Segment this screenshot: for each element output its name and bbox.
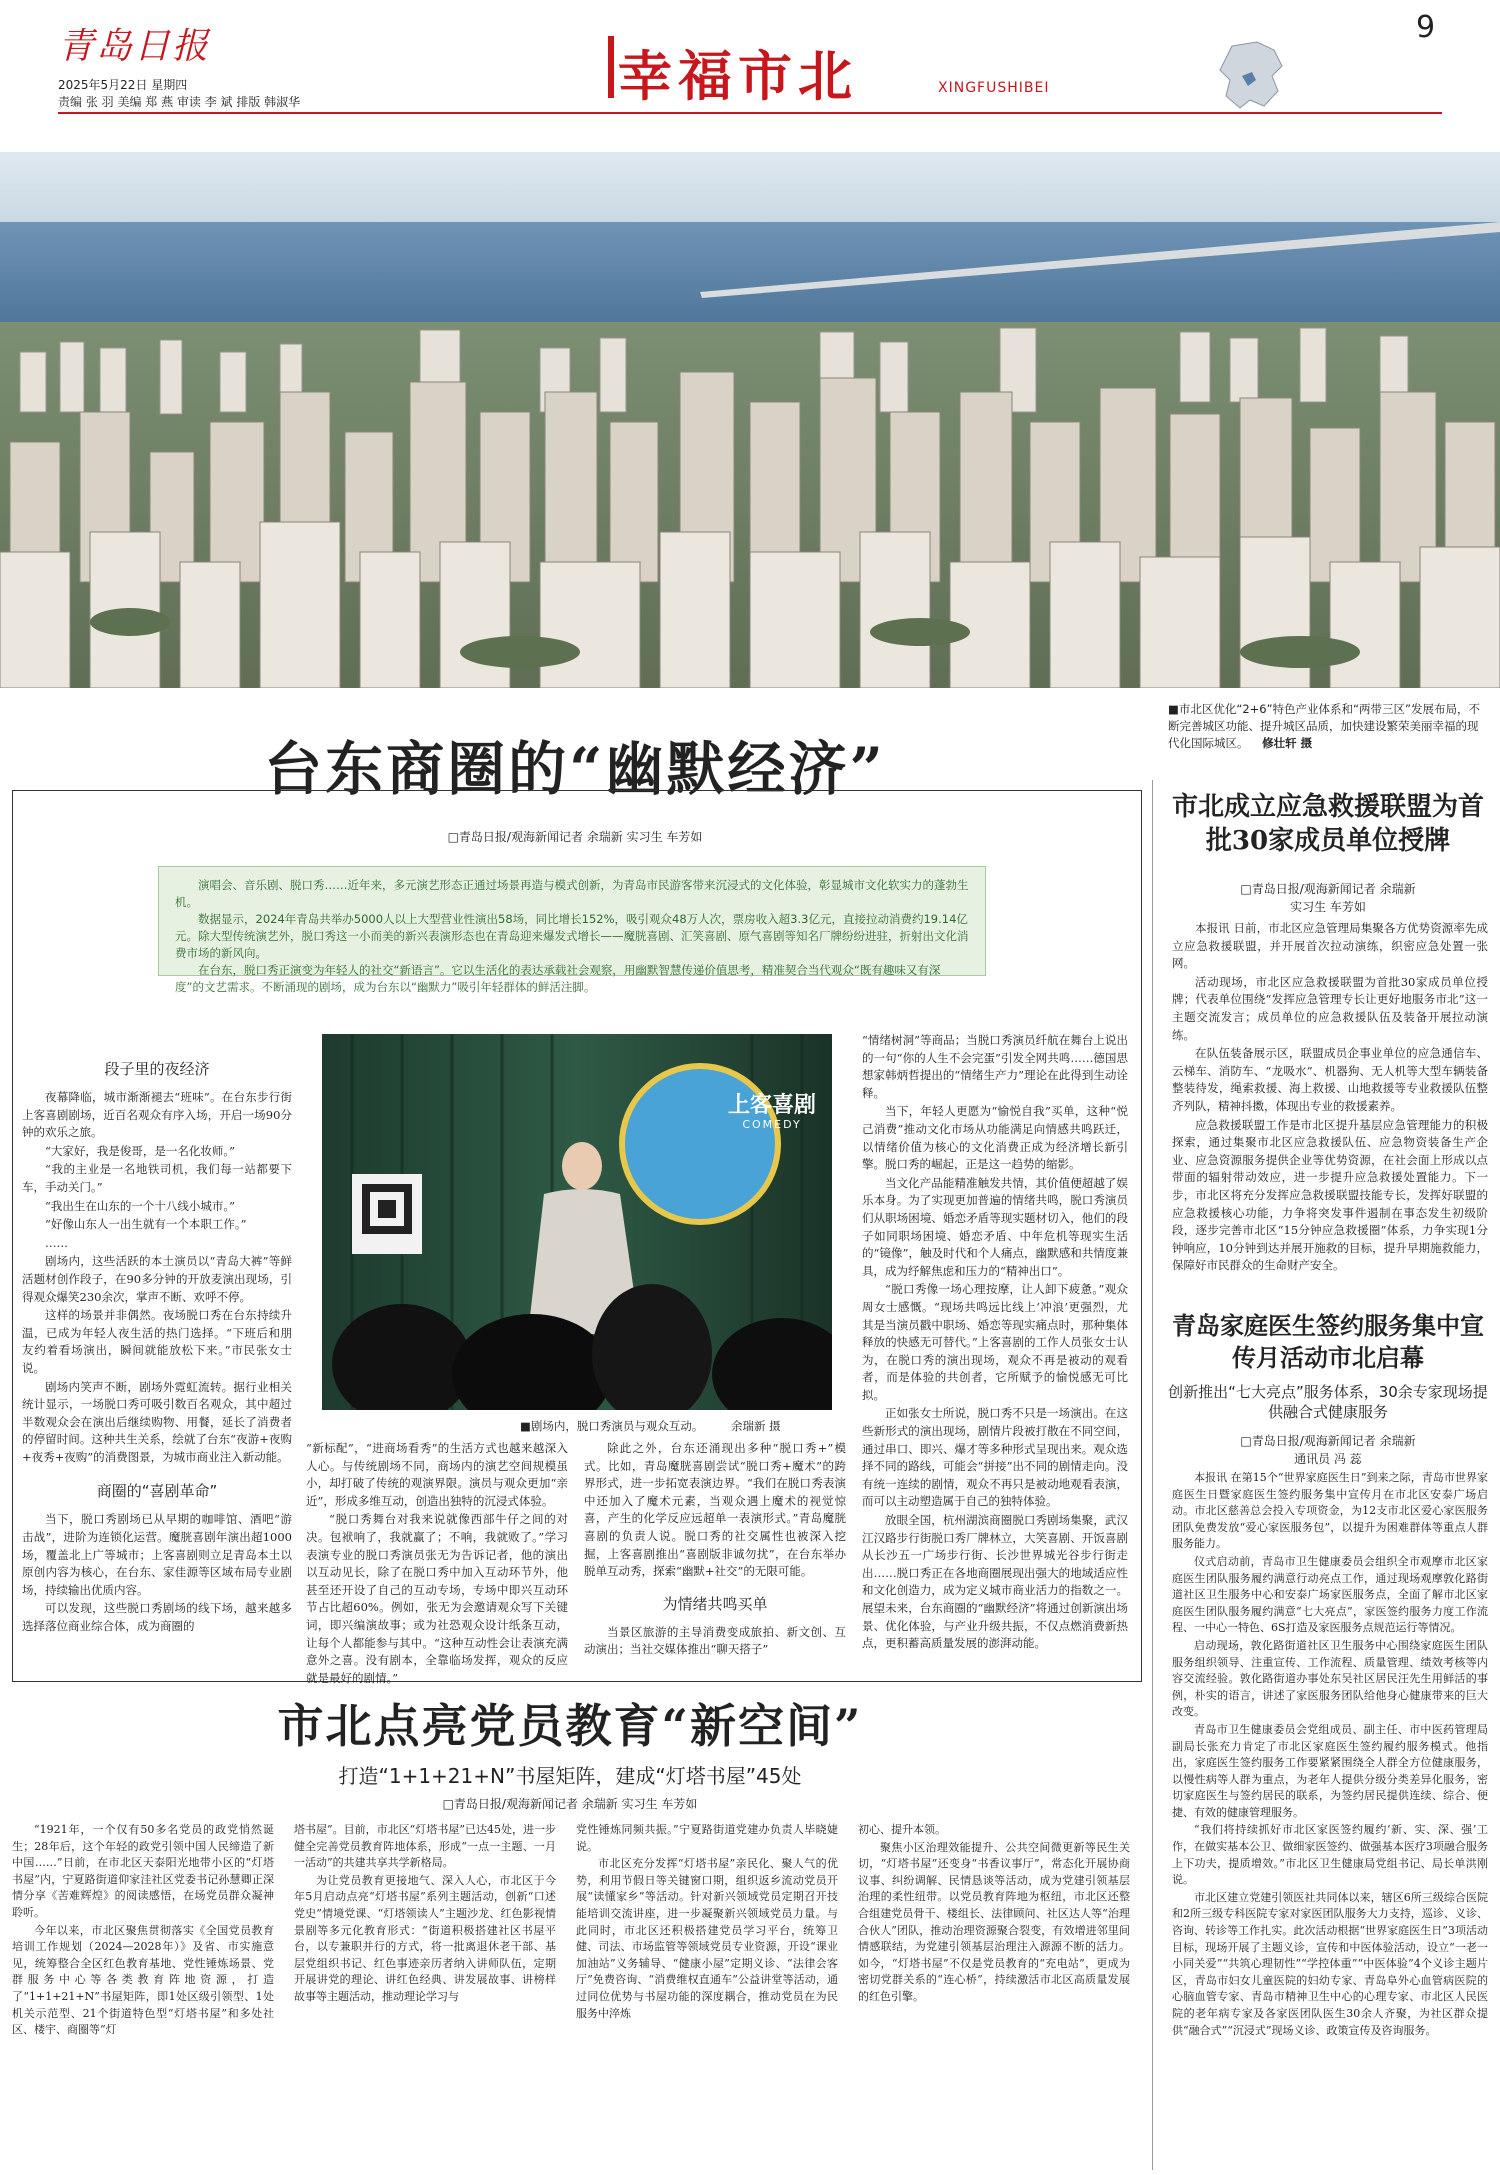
paragraph: 剧场内笑声不断，剧场外霓虹流转。据行业相关统计显示，一场脱口秀可吸引数百名观众，其中超过半数观众会在演出后继续购物、用餐，延长了消费者的停留时间。这种共生关系，绘就了台东“夜游+夜购+夜秀+夜购”的消费图景，为城市商业注入新动能。	[22, 1379, 292, 1464]
article2-column-3	[576, 1822, 838, 2023]
lead-paragraph: 演唱会、音乐剧、脱口秀……近年来，多元演艺形态正通过场景再造与模式创新，为青岛市民游客带来沉浸式的文化体验，彰显城市文化软实力的蓬勃生机。	[175, 878, 969, 909]
paragraph: “我出生在山东的一个十八线小城市。”	[45, 1198, 236, 1213]
paragraph: “情绪树洞”等商品；当脱口秀演员纤航在舞台上说出的一句“你的人生不会完蛋”引发全网共鸣……德国思想家韩炳哲提出的“情绪生产力”理论在此得到生动诠释。	[862, 1033, 1128, 1100]
comedy-sign-subtext: COMEDY	[742, 1118, 802, 1131]
byline-line: 通讯员 冯 蕊	[1294, 1452, 1362, 1466]
paragraph: “大家好，我是俊哥，是一名化妆师。”	[45, 1143, 236, 1158]
paragraph: 除此之外，台东还涌现出多种“脱口秀+”模式。比如，青岛魔胱喜剧尝试“脱口秀+魔术”的跨界形式，进一步拓宽表演边界。“我们在脱口秀表演中还加入了魔术元素，当观众遇上魔术的视觉惊喜，产生的化学反应远超单一表演形式。”青岛魔胱喜剧的负责人说。脱口秀的社交属性也被深入挖掘，上客喜剧推出“喜剧版非诚勿扰”，在台东举办脱单互动秀，探索“幽默+社交”的无限可能。	[584, 1441, 846, 1579]
sidebar-story-subtitle: 创新推出“七大亮点”服务体系，30余专家现场提供融合式健康服务	[1168, 1383, 1488, 1421]
paragraph: 青岛市卫生健康委员会党组成员、副主任、市中医药管理局副局长张充力肯定了市北区家庭医生签约履约服务模式。他指出，家庭医生签约服务工作要紧紧围绕全人群全方位健康服务，以慢性病等人群为重点，为老年人提供分级分类差异化服务，密切家庭医生与签约居民的联系，为签约居民提供连续、综合、便捷、有效的健康管理服务。	[1172, 1722, 1488, 1819]
paragraph: 应急救援联盟工作是市北区提升基层应急管理能力的积极探索，通过集聚市北区应急救援队伍、应急物资装备生产企业、应急资源服务提供企业等优势资源，在社会面上形成以点带面的辐射带动效应，进一步提升应急救援处置能力。下一步，市北区将充分发挥应急救援联盟技能专长，发挥好联盟的应急救援核心功能，力争将突发事件遏制在事态发生初级阶段，逐步完善市北区“15分钟应急救援圈”体系，力争实现1分钟响应，10分钟到达并展开施救的目标，提升早期施救能力，保障好市民群众的生命财产安全。	[1172, 1117, 1488, 1273]
paragraph: 正如张女士所说，脱口秀不只是一场演出。在这些新形式的演出现场，剧情片段被打散在不同空间，通过串口、即兴、爆才等多种形式呈现出来。观众选择不同的路线，可能会“拼接”出不同的剧情走向。没有统一连续的剧情，观众不再只是被动地观看表演，而可以主动塑造属于自己的独特体验。	[862, 1406, 1128, 1509]
article-lead	[158, 866, 986, 994]
section-heading: 商圈的“喜剧革命”	[96, 1482, 218, 1501]
paragraph: “我们将持续抓好市北区家医签约履约‘新、实、深、强’工作，在做实基本公卫、做细家医签约、做强基本医疗3项融合服务上下功夫，提质增效。”市北区卫生健康局党组书记、局长单洪刚说。	[1172, 1823, 1488, 1887]
masthead-rule	[58, 112, 1442, 114]
paragraph: 市北区建立党建引领医社共同体以来，辖区6所三级综合医院和2所三级专科医院专家对家医团队服务大力支持，巡诊、义诊、咨询、转诊等工作扎实。此次活动根据“世界家庭医生日”3项活动目标，现场开展了主题义诊，宣传和中医体验活动，设立“一老一小同关爱”“共筑心理韧性”“学控体重”“中医体验”4个义诊主题片区，青岛市妇女儿童医院的妇幼专家、青岛阜外心血管病医院的心脑血管专家、青岛市精神卫生中心的心理专家、市北区人民医院的老年病专家及各家医团队医生30余人齐聚，为社区群众提供“融合式”“沉浸式”现场义诊、政策宣传及咨询服务。	[1172, 1890, 1488, 2037]
paragraph: “好像山东人一出生就有一个本职工作。”	[45, 1217, 247, 1232]
byline-line: □青岛日报/观海新闻记者 余瑞新	[1240, 882, 1416, 896]
lead-paragraph: 数据显示，2024年青岛共举办5000人以上大型营业性演出58场，同比增长152%，吸引观众48万人次，票房收入超3.3亿元，直接拉动消费约19.14亿元。除大型传统演艺外，脱口秀这一小而美的新兴表演形态也在青岛迎来爆发式增长——魔胱喜剧、汇笑喜剧、原气喜剧等知名厂牌纷纷进驻，折射出文化消费市场的新风向。	[175, 912, 969, 960]
caption-text: ■剧场内，脱口秀演员与观众互动。	[520, 1419, 704, 1433]
section-subtitle: XINGFUSHIBEI	[938, 80, 1050, 96]
sidebar-story-body	[1172, 920, 1488, 1276]
paragraph: 夜幕降临，城市渐渐褪去“班味”。在台东步行街上客喜剧剧场，近百名观众有序入场，开启一场90分钟的欢乐之旅。	[22, 1090, 292, 1140]
article-title: 市北点亮党员教育“新空间”	[277, 1699, 863, 1753]
paragraph: 本报讯 日前，市北区应急管理局集聚各方优势资源率先成立应急救援联盟，并开展首次拉动演练，织密应急处置一张网。	[1172, 921, 1488, 971]
section-title: 幸福市北	[618, 44, 858, 108]
newspaper-logo: 青岛日报	[58, 26, 211, 67]
article-column-3	[584, 1440, 846, 1660]
article2-column-4	[858, 1822, 1130, 2007]
paragraph: 当下，脱口秀剧场已从早期的咖啡馆、酒吧“游击战”，进阶为连锁化运营。魔胱喜剧年演出超1000场，覆盖北上广等城市；上客喜剧则立足青岛本土以原创内容为核心，在台东、家佳源等区域布局专业剧场，持续输出优质内容。	[22, 1512, 292, 1597]
article-subtitle: 打造“1+1+21+N”书屋矩阵，建成“灯塔书屋”45处	[338, 1764, 802, 1788]
paragraph: 可以发现，这些脱口秀剧场的线下场，越来越多选择落位商业综合体，成为商圈的	[22, 1601, 292, 1634]
paragraph: 当景区旅游的主导消费变成旅拍、新文创、互动演出；当社交媒体推出“聊天搭子”	[584, 1624, 846, 1657]
paragraph: 本报讯 在第15个“世界家庭医生日”到来之际，青岛市世界家庭医生日暨家庭医生签约服务集中宣传月在市北区安泰广场启动。市北区慈善总会投入专项资金，为12支市北区爱心家医服务团队免费发放“爱心家医服务包”，以提升为困难群体等重点人群服务能力。	[1172, 1471, 1488, 1551]
sidebar-story-title: 青岛家庭医生签约服务集中宣传月活动市北启幕	[1172, 1311, 1484, 1372]
page-number: 9	[1416, 10, 1436, 45]
article-byline: □青岛日报/观海新闻记者 余瑞新 实习生 车芳如	[442, 1797, 698, 1811]
paragraph: “我的主业是一名地铁司机，我们每一站都要下车，手动关门。”	[22, 1162, 292, 1194]
paragraph: 剧场内，这些活跃的本土演员以“青岛大裤”等鲜活题材创作段子，在90多分钟的开放麦演出现场，引得观众爆笑230余次，掌声不断、欢呼不停。	[22, 1254, 292, 1304]
paragraph: “1921年，一个仅有50多名党员的政党悄然诞生；28年后，这个年轻的政党引领中国人民缔造了新中国……”日前，在市北区天泰阳光地带小区的“灯塔书屋”内，宁夏路街道仰家洼社区党委书记孙慧卿正深情分享《苦难辉煌》的阅读感悟，在场党员群众凝神聆听。	[12, 1823, 274, 1919]
paragraph: 在队伍装备展示区，联盟成员企事业单位的应急通信车、云梯车、消防车、“龙吸水”、机器狗、无人机等大型车辆装备整装待发，绳索救援、海上救援、山地救援等专业救援队伍整齐列队，精神抖擞，体现出专业的救援素养。	[1172, 1046, 1488, 1113]
article-column-4	[862, 1032, 1128, 1654]
paragraph: 党性锤炼同频共振。”宁夏路街道党建办负责人毕晓婕说。	[576, 1823, 838, 1853]
caption-text: ■市北区优化“2+6”特色产业体系和“两带三区”发展布局，不断完善城区功能、提升城区品质，加快建设繁荣美丽幸福的现代化国际城区。	[1168, 702, 1480, 750]
photo-credit: 修壮轩 摄	[1262, 736, 1313, 750]
paragraph: 初心、提升本领。	[858, 1823, 946, 1836]
article2-column-2	[294, 1822, 556, 2007]
paragraph: ……	[45, 1235, 68, 1250]
paragraph: 塔书屋”。目前，市北区“灯塔书屋”已达45处，进一步健全完善党员教育阵地体系，形成“一点一主题、一月一活动”的共建共享共学新格局。	[294, 1823, 556, 1870]
article-byline: □青岛日报/观海新闻记者 余瑞新 实习生 车芳如	[447, 830, 703, 844]
paragraph: 为让党员教育更接地气、深入人心，市北区于今年5月启动点亮“灯塔书屋”系列主题活动，创新“口述党史”情境党课、“灯塔领读人”主题沙龙、红色影视情景剧等多元化教育形式：“街道积极搭建社区书屋平台，以专兼职并行的方式，将一批离退休老干部、基层党组织书记、红色事迹亲历者纳入讲师队伍，定期开展讲党的理论、讲红色经典、讲发展故事、讲榜样故事等主题活动，推动理论学习与	[294, 1873, 556, 2003]
photo-credit: 余瑞新 摄	[731, 1419, 781, 1433]
paragraph: 活动现场，市北区应急救援联盟为首批30家成员单位授牌；代表单位围绕“发挥应急管理专长让更好地服务市北”这一主题交流发言；成员单位的应急救援队伍及装备开展拉动演练。	[1172, 974, 1488, 1042]
byline-line: □青岛日报/观海新闻记者 余瑞新	[1240, 1434, 1416, 1448]
section-heading: 为情绪共鸣买单	[662, 1594, 768, 1613]
city-skyline-photo	[0, 152, 1500, 688]
district-map-icon	[1212, 36, 1292, 116]
sidebar-story-byline	[1168, 1432, 1488, 1468]
theater-photo-caption	[520, 1418, 840, 1434]
article-column-2	[306, 1440, 568, 1688]
byline-line: 实习生 车芳如	[1290, 900, 1366, 914]
paragraph: 聚焦小区治理效能提升、公共空间微更新等民生关切，“灯塔书屋”还变身“书香议事厅”，常态化开展协商议事、纠纷调解、民情恳谈等活动，成为党建引领基层治理的柔性纽带。以党员教育阵地为枢纽，市北区还整合组建党员骨干、楼组长、法律顾问、社区达人等“治理合伙人”团队，推动治理资源聚合裂变，有效增进邻里间情感联结，为党建引领基层治理注入源源不断的活力。如今，“灯塔书屋”不仅是党员教育的“充电站”，更成为密切党群关系的“连心桥”，持续激活市北区高质量发展的红色引擎。	[858, 1840, 1130, 2003]
section-accent-bar	[608, 36, 614, 98]
article-title: 台东商圈的“幽默经济”	[264, 735, 886, 803]
issue-date: 2025年5月22日 星期四	[58, 78, 188, 92]
section-heading: 段子里的夜经济	[104, 1060, 210, 1078]
sidebar-story-title: 市北成立应急救援联盟为首批30家成员单位授牌	[1171, 792, 1484, 856]
paragraph: 当下，年轻人更愿为“愉悦自我”买单，这种“悦己消费”推动文化市场从功能满足向情感共鸣跃迁，以情绪价值为核心的文化消费正成为经济增长新引擎。脱口秀的崛起，正是这一趋势的缩影。	[862, 1104, 1128, 1172]
paragraph: “脱口秀像一场心理按摩，让人卸下疲惫。”观众周女士感慨。“现场共鸣远比线上‘冲浪’更强烈，尤其是当演员戳中职场、婚恋等现实痛点时，那种集体释放的快感无可替代。”上客喜剧的工作人员张女士认为，在脱口秀的演出现场，观众不再是被动的观看者，而是体验的共创者，它所赋予的愉悦感无可比拟。	[862, 1282, 1128, 1402]
paragraph: “新标配”，“进商场看秀”的生活方式也越来越深入人心。与传统剧场不同，商场内的演艺空间规模虽小，却打破了传统的观演界限。演员与观众更加“亲近”，形成多维互动，创造出独特的沉浸式体验。	[306, 1441, 568, 1508]
lead-paragraph: 在台东，脱口秀正演变为年轻人的社交“新语言”。它以生活化的表达承载社会观察，用幽默智慧传递价值思考，精准契合当代观众“既有趣味又有深度”的文艺需求。不断涌现的剧场，成为台东以“幽默力”吸引年轻群体的鲜活注脚。	[175, 963, 941, 994]
top-photo-caption	[1168, 701, 1486, 752]
sidebar-story-byline	[1168, 880, 1488, 916]
article-column-1	[22, 1052, 292, 1637]
paragraph: 启动现场，敦化路街道社区卫生服务中心围绕家庭医生团队服务组织领导、注重宣传、工作流程、质量管理、绩效考核等内容交流经验。敦化路街道办事处东吴社区居民汪先生用鲜活的事例，朴实的语言，讲述了家医服务团队给他身心健康带来的巨大改变。	[1172, 1638, 1488, 1719]
paragraph: 仪式启动前，青岛市卫生健康委员会组织全市观摩市北区家庭医生团队服务履约满意行动亮点工作，通过现场观摩敦化路街道社区卫生服务中心和安泰广场家医服务点，全面了解市北区家庭医生团队服务履约满意“七大亮点”，家医签约服务力度工作流程、一中心一特色、6S打造及家医服务点规范运行等情况。	[1172, 1554, 1488, 1635]
paragraph: 今年以来，市北区聚焦贯彻落实《全国党员教育培训工作规划（2024—2028年）》及省、市实施意见，统筹整合全区红色教育基地、党性锤炼场景、党群服务中心等各类教育阵地资源，打造了“1+1+21+N”书屋矩阵，即1处区级引领型、1处机关示范型、21个街道特色型“灯塔书屋”和多处社区、楼宇、商圈等“灯	[12, 1923, 274, 2037]
article2-column-1	[12, 1822, 274, 2040]
paragraph: 放眼全国，杭州湖滨商圈脱口秀剧场集聚，武汉江汉路步行街脱口秀厂牌林立，大笑喜剧、开饭喜剧从长沙五一广场步行街、长沙世界城光谷步行街走出……脱口秀正在各地商圈展现出强大的地域适应性和文化创造力，成为定义城市商业活力的指数之一。展望未来，台东商圈的“幽默经济”将通过创新演出场景、优化体验，与产业升级共振，不仅点燃消费新热点，更积蓄高质量发展的澎湃动能。	[862, 1513, 1128, 1651]
paragraph: 市北区充分发挥“灯塔书屋”亲民化、聚人气的优势，利用节假日等关键窗口期，组织返乡流动党员开展“读懂家乡”等活动。针对新兴领域党员定期召开技能培训交流讲座，进一步凝聚新兴领域党员力量。与此同时，市北区还积极搭建党员学习平台，统筹卫健、司法、市场监管等领域党员专业资源，开设“课业加油站”义务辅导、“健康小屋”定期义诊、“法律会客厅”免费咨询、“消费维权直通车”公益讲堂等活动，通过同位优势与书屋功能的深度耦合，推动党员在为民服务中淬炼	[576, 1857, 838, 2020]
paragraph: 这样的场景并非偶然。夜场脱口秀在台东持续升温，已成为年轻人夜生活的热门选择。“下班后和朋友约着看场演出，瞬间就能放松下来。”市民张女士说。	[22, 1308, 292, 1375]
column-divider	[1152, 780, 1153, 2170]
sidebar-story-body	[1172, 1470, 1488, 2040]
paragraph: “脱口秀舞台对我来说就像西部牛仔之间的对决。包袱响了，我就赢了；不响，我就败了。”学习表演专业的脱口秀演员张无为告诉记者，他的演出以互动见长，除了在脱口秀中加入互动环节外，他甚至还开设了自己的互动专场，专场中即兴互动环节占比超60%。例如，张无为会邀请观众写下关键词，即兴编演故事；或为社恐观众设计纸条互动，让每个人都能参与其中。“这种互动性会让表演充满意外之喜。没有剧本，全靠临场发挥，观众的反应就是最好的剧情。”	[306, 1512, 568, 1685]
comedy-sign-text: 上客喜剧	[727, 1093, 816, 1118]
masthead	[0, 0, 1500, 150]
editor-credits: 责编 张 羽 美编 郑 燕 审读 李 斌 排版 韩淑华	[58, 95, 301, 109]
paragraph: 当文化产品能精准触发共情，其价值便超越了娱乐本身。为了实现更加普遍的情绪共鸣，脱口秀演员们从职场困境、婚恋矛盾等现实题材切入，他们的段子如同职场困境、婚恋矛盾、中年危机等现实生活的“镜像”，触及时代和个人痛点，幽默感和共情度兼具，成为纾解焦虑和压力的“精神出口”。	[862, 1175, 1128, 1278]
